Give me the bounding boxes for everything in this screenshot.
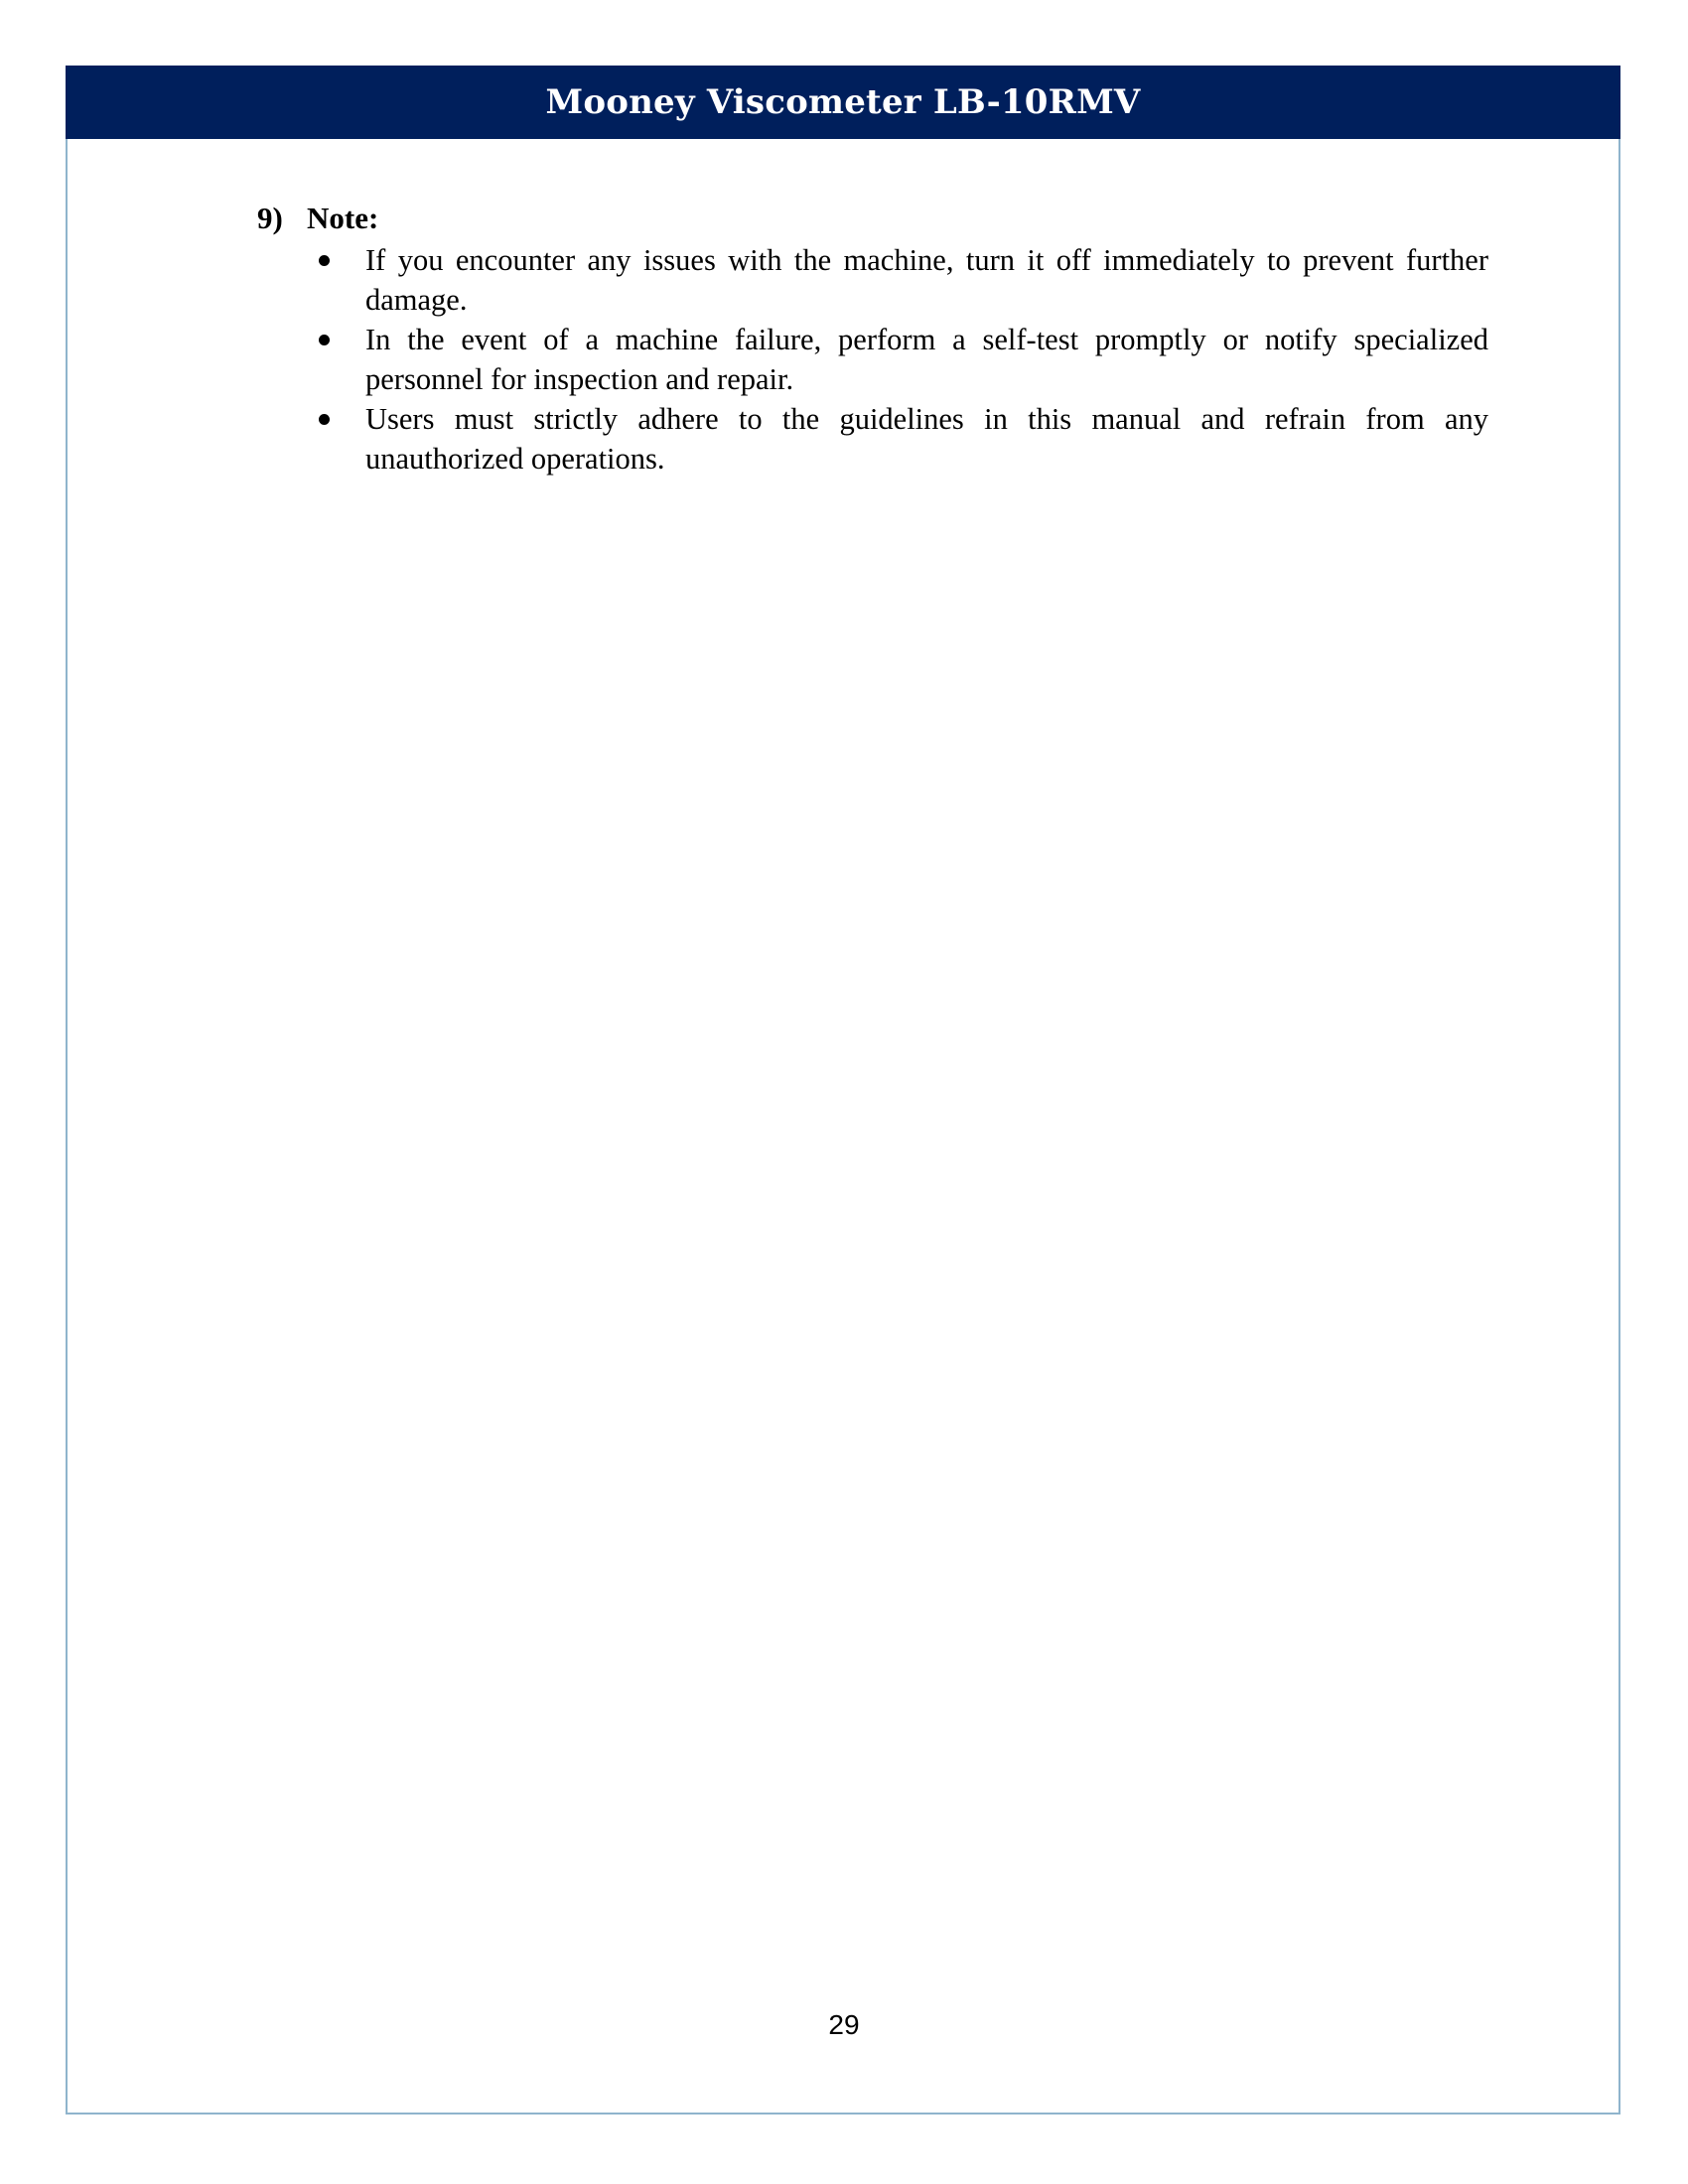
- bullet-icon: [319, 414, 330, 425]
- list-item: [257, 399, 1488, 478]
- note-section: [257, 197, 1488, 478]
- section-number: 9): [257, 201, 283, 235]
- list-item-text: If you encounter any issues with the machine, turn it off immediately to prevent further damage.: [365, 243, 1488, 317]
- bullet-icon: [319, 335, 330, 345]
- section-title: Note:: [307, 201, 379, 235]
- list-item-text: Users must strictly adhere to the guidelines in this manual and refrain from any unauthorized operations.: [365, 402, 1488, 476]
- bullet-icon: [319, 255, 330, 266]
- list-item: [257, 320, 1488, 399]
- list-item-text: In the event of a machine failure, perform a self-test promptly or notify specialized personnel for inspection and repair.: [365, 323, 1488, 396]
- section-heading: [257, 197, 1488, 240]
- page-number: 29: [828, 2009, 860, 2040]
- header-bar: [66, 66, 1620, 139]
- document-title: Mooney Viscometer LB-10RMV: [545, 82, 1141, 122]
- list-item: [257, 240, 1488, 320]
- note-list: [257, 240, 1488, 478]
